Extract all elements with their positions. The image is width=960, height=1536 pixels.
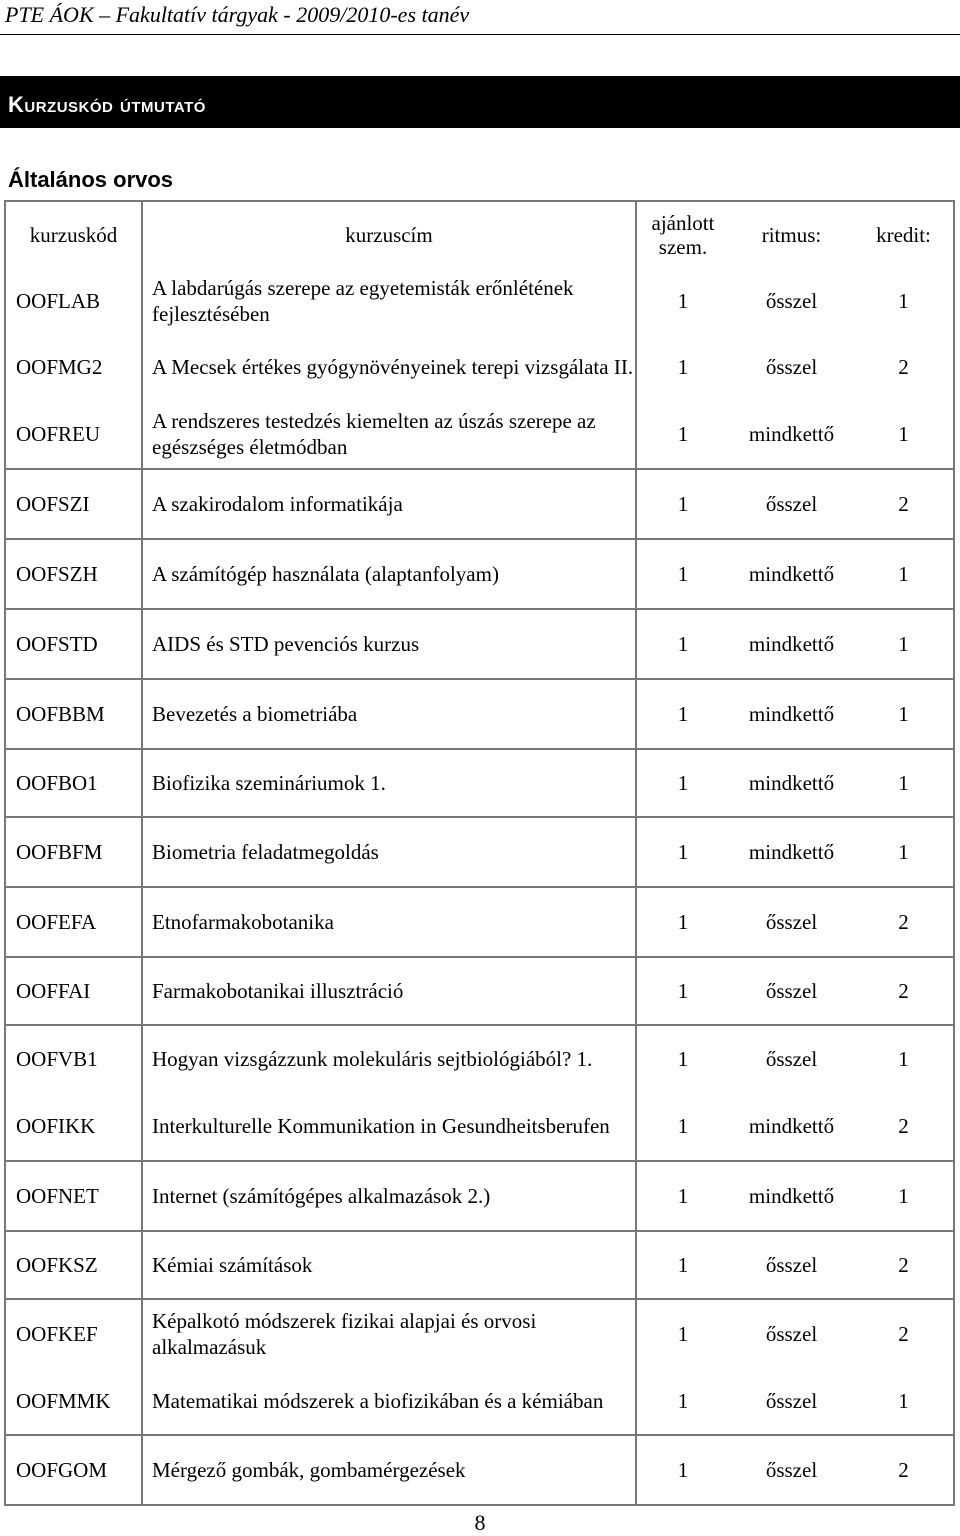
course-credit: 1 [854,400,954,469]
course-title: A Mecsek értékes gyógynövényeinek terepi vizsgálata II. [142,334,636,400]
header-credit: kredit: [854,201,954,268]
course-title: Etnofarmakobotanika [142,887,636,957]
course-code: OOFMMK [5,1368,142,1435]
course-credit: 1 [854,817,954,887]
table-row [5,1231,954,1299]
course-rhythm: mindkettő [729,817,854,887]
header-code: kurzuskód [5,201,142,268]
header-semester: ajánlott szem. [636,201,729,268]
course-credit: 2 [854,957,954,1025]
course-semester: 1 [677,1388,689,1413]
course-semester: 1 [636,1161,729,1231]
course-rhythm: mindkettő [729,609,854,679]
header-rhythm: ritmus: [729,201,854,268]
course-title: Képalkotó módszerek fizikai alapjai és orvosi alkalmazásuk [142,1299,636,1368]
header-rule [0,34,960,35]
course-title: Biometria feladatmegoldás [142,817,636,887]
course-credit: 1 [854,539,954,609]
course-semester: 1 [677,354,689,379]
table-row [5,334,954,400]
running-head: PTE ÁOK – Fakultatív tárgyak - 2009/2010-es tanév [5,2,470,27]
course-credit: 1 [854,1368,954,1435]
course-credit: 2 [854,1299,954,1368]
course-rhythm: ősszel [729,1435,854,1505]
course-title: AIDS és STD pevenciós kurzus [142,609,636,679]
course-credit: 2 [854,469,954,539]
course-title: A szakirodalom informatikája [142,469,636,539]
table-row [5,1368,954,1435]
table-row [5,400,954,469]
course-title: Matematikai módszerek a biofizikában és a kémiában [142,1368,636,1435]
course-title: A labdarúgás szerepe az egyetemisták erőnlétének fejlesztésében [142,268,636,334]
page-number: 8 [474,1510,486,1535]
course-credit: 2 [854,1435,954,1505]
course-semester: 1 [636,469,729,539]
course-rhythm: ősszel [765,288,818,313]
course-semester: 1 [636,1299,729,1368]
course-code: OOFMG2 [5,334,142,400]
course-title: Farmakobotanikai illusztráció [142,957,636,1025]
course-code: OOFFAI [5,957,142,1025]
course-table [4,200,955,1506]
course-title: Kémiai számítások [142,1231,636,1299]
course-rhythm: mindkettő [748,1113,835,1138]
course-code: OOFBFM [5,817,142,887]
course-code: OOFREU [5,400,142,469]
banner-title: Kurzuskód útmutató [0,76,960,128]
course-semester: 1 [636,1025,729,1092]
course-title: Interkulturelle Kommunikation in Gesundheitsberufen [142,1092,636,1161]
course-rhythm: ősszel [729,1299,854,1368]
course-code: OOFIKK [5,1092,142,1161]
course-rhythm: mindkettő [729,749,854,817]
table-row [5,1092,954,1161]
course-semester: 1 [636,749,729,817]
course-code: OOFNET [5,1161,142,1231]
table-row [5,539,954,609]
course-code: OOFBO1 [5,749,142,817]
course-credit: 1 [854,1025,954,1092]
course-rhythm: ősszel [729,469,854,539]
table-row [5,1161,954,1231]
course-title: A számítógép használata (alaptanfolyam) [142,539,636,609]
course-rhythm: mindkettő [729,1161,854,1231]
course-title: Bevezetés a biometriába [142,679,636,749]
course-rhythm: mindkettő [729,679,854,749]
table-row [5,1435,954,1505]
course-code: OOFKSZ [5,1231,142,1299]
course-semester: 1 [677,421,689,446]
table-row [5,957,954,1025]
course-code: OOFEFA [5,887,142,957]
course-semester: 1 [677,288,689,313]
course-credit: 2 [854,887,954,957]
course-semester: 1 [636,1435,729,1505]
table-row [5,268,954,334]
course-title: Mérgező gombák, gombamérgezések [142,1435,636,1505]
course-semester: 1 [636,1231,729,1299]
course-rhythm: ősszel [765,354,818,379]
course-code: OOFKEF [5,1299,142,1368]
course-semester: 1 [636,609,729,679]
table-row [5,817,954,887]
course-semester: 1 [636,679,729,749]
course-code: OOFSZH [5,539,142,609]
table-header-row [5,201,954,268]
course-code: OOFSZI [5,469,142,539]
course-code: OOFLAB [5,268,142,334]
table-row [5,887,954,957]
course-title: A rendszeres testedzés kiemelten az úszás szerepe az egészséges életmódban [142,400,636,469]
course-semester: 1 [636,539,729,609]
course-semester: 1 [636,957,729,1025]
table-row [5,749,954,817]
course-credit: 1 [854,268,954,334]
course-rhythm: mindkettő [748,421,835,446]
course-credit: 2 [854,334,954,400]
course-title: Internet (számítógépes alkalmazások 2.) [142,1161,636,1231]
course-credit: 2 [854,1092,954,1161]
course-rhythm: ősszel [729,957,854,1025]
course-rhythm: ősszel [729,887,854,957]
course-credit: 1 [854,679,954,749]
course-code: OOFSTD [5,609,142,679]
header-title: kurzuscím [142,201,636,268]
table-row [5,469,954,539]
course-code: OOFVB1 [5,1025,142,1092]
course-code: OOFBBM [5,679,142,749]
table-row [5,1025,954,1092]
course-title: Hogyan vizsgázzunk molekuláris sejtbiológiából? 1. [142,1025,636,1092]
table-row [5,1299,954,1368]
course-code: OOFGOM [5,1435,142,1505]
table-row [5,679,954,749]
course-rhythm: ősszel [729,1231,854,1299]
course-semester: 1 [636,887,729,957]
course-credit: 1 [854,749,954,817]
course-semester: 1 [636,817,729,887]
course-credit: 2 [854,1231,954,1299]
section-title: Általános orvos [8,167,174,192]
course-title: Biofizika szemináriumok 1. [142,749,636,817]
course-rhythm: mindkettő [729,539,854,609]
course-rhythm: ősszel [729,1025,854,1092]
course-rhythm: ősszel [765,1388,818,1413]
course-semester: 1 [677,1113,689,1138]
table-row [5,609,954,679]
course-credit: 1 [854,609,954,679]
course-credit: 1 [854,1161,954,1231]
